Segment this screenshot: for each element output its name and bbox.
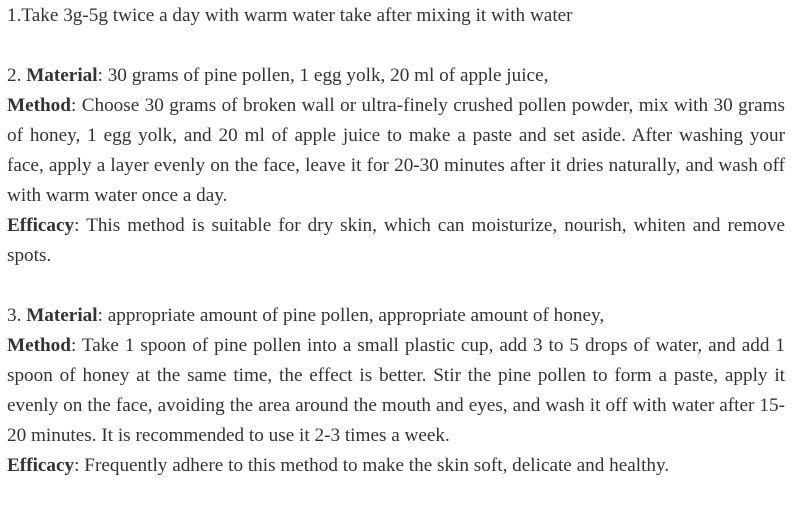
recipe-3 <box>7 301 785 481</box>
spacer <box>7 271 785 301</box>
recipe-3-method <box>7 331 785 451</box>
recipe-2-number: 2. <box>7 65 27 86</box>
recipe-2 <box>7 61 785 271</box>
recipe-2-material-text: : 30 grams of pine pollen, 1 egg yolk, 20 ml of apple juice, <box>97 65 549 86</box>
material-label: Material <box>26 305 98 326</box>
document-body <box>7 1 785 481</box>
recipe-3-efficacy-text: : Frequently adhere to this method to make the skin soft, delicate and healthy. <box>74 455 670 476</box>
intro-paragraph: 1.Take 3g-5g twice a day with warm water take after mixing it with water <box>7 5 573 26</box>
recipe-2-method-text: : Choose 30 grams of broken wall or ultra-finely crushed pollen powder, mix with 30 grams of honey, 1 egg yolk, and 20 ml of apple juice to make a paste and set aside. After washing your face, apply a layer evenly on the face, leave it for 20-30 minutes after it dries naturally, and wash off with warm water once a day. <box>7 95 785 206</box>
recipe-3-material <box>7 301 785 331</box>
recipe-3-method-text: : Take 1 spoon of pine pollen into a small plastic cup, add 3 to 5 drops of water, and add 1 spoon of honey at the same time, the effect is better. Stir the pine pollen to form a paste, apply it evenly on the face, avoiding the area around the mouth and eyes, and wash it off with water after 15-20 minutes. It is recommended to use it 2-3 times a week. <box>7 335 785 446</box>
recipe-2-efficacy <box>7 211 785 271</box>
recipe-2-efficacy-text: : This method is suitable for dry skin, which can moisturize, nourish, whiten and remove spots. <box>7 215 785 266</box>
recipe-3-material-text: : appropriate amount of pine pollen, appropriate amount of honey, <box>97 305 605 326</box>
recipe-3-efficacy <box>7 451 785 481</box>
recipe-2-material <box>7 61 785 91</box>
method-label: Method <box>7 95 71 116</box>
efficacy-label: Efficacy <box>7 455 75 476</box>
method-label: Method <box>7 335 71 356</box>
recipe-2-method <box>7 91 785 211</box>
efficacy-label: Efficacy <box>7 215 75 236</box>
material-label: Material <box>26 65 98 86</box>
spacer <box>7 31 785 61</box>
recipe-3-number: 3. <box>7 305 27 326</box>
